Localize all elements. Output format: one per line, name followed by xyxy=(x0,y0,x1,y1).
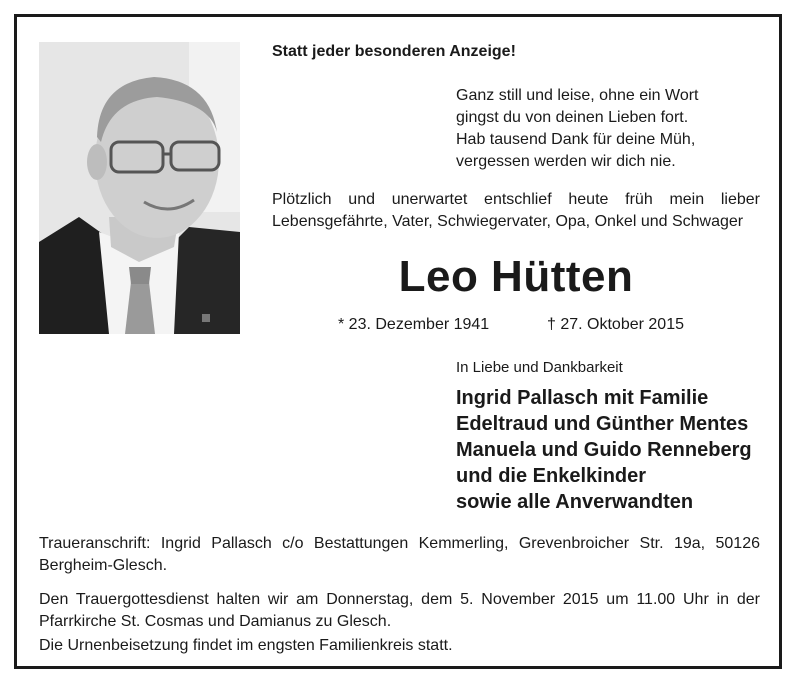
death-date: † 27. Oktober 2015 xyxy=(547,316,684,333)
mourner-entry: Ingrid Pallasch mit Familie xyxy=(456,387,709,409)
portrait-photo xyxy=(39,42,240,334)
birth-date: * 23. Dezember 1941 xyxy=(338,316,490,333)
notice-headline: Statt jeder besonderen Anzeige! xyxy=(272,43,516,60)
poem-line: vergessen werden wir dich nie. xyxy=(456,153,676,170)
funeral-service-info: Den Trauergottesdienst halten wir am Donnerstag, dem 5. November 2015 um 11.00 Uhr in der Pfarrkirche St. Cosmas und Damianus zu Glesch. xyxy=(39,591,760,630)
poem xyxy=(456,85,699,173)
mourner-entry: sowie alle Anverwandten xyxy=(456,491,694,513)
poem-line: gingst du von deinen Lieben fort. xyxy=(456,109,689,126)
deceased-name: Leo Hütten xyxy=(398,252,634,301)
death-announcement-text: Plötzlich und unerwartet entschlief heute früh mein lieber Lebensgefährte, Vater, Schwiegervater, Opa, Onkel und Schwager xyxy=(272,191,760,230)
poem-line: Hab tausend Dank für deine Müh, xyxy=(456,131,696,148)
mourners-list xyxy=(456,385,752,515)
mourners-intro: In Liebe und Dankbarkeit xyxy=(456,359,623,376)
mourner-entry: Manuela und Guido Renneberg xyxy=(456,439,752,461)
urn-burial-info: Die Urnenbeisetzung findet im engsten Familienkreis statt. xyxy=(39,637,453,654)
poem-line: Ganz still und leise, ohne ein Wort xyxy=(456,87,699,104)
mourner-entry: Edeltraud und Günther Mentes xyxy=(456,413,749,435)
mourning-address: Traueranschrift: Ingrid Pallasch c/o Bestattungen Kemmerling, Grevenbroicher Str. 19a, 50126 Bergheim-Glesch. xyxy=(39,535,760,574)
mourner-entry: und die Enkelkinder xyxy=(456,465,647,487)
portrait-illustration xyxy=(39,42,240,334)
